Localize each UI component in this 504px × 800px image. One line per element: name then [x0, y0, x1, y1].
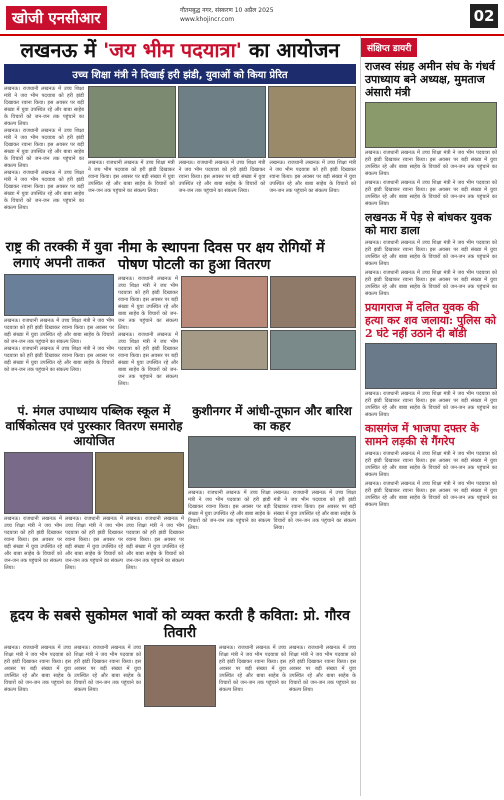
- story4-photo-1: [4, 452, 93, 514]
- story4: पं. मंगल उपाध्याय पब्लिक स्कूल में वार्षिकोत्सव एवं पुरस्कार वितरण समारोह आयोजित लखनऊ। राजधानी लखनऊ में उच्च शिक्षा मंत्री ने जय भीम पदयात्रा को हरी झंडी दिखाकर रवाना किया। इस अवसर पर बड़ी संख्या में युवा उपस्थित रहे और बाबा साहेब के विचारों को जन-जन तक पहुंचाने का संकल्प लिया। लखनऊ। राजधानी लखनऊ में उच्च शिक्षा मंत्री ने जय भीम पदयात्रा को हरी झंडी दिखाकर रवाना किया। इस अवसर पर बड़ी संख्या में युवा उपस्थित रहे और बाबा साहेब के विचारों को जन-जन तक पहुंचाने का संकल्प लिया। लखनऊ। राजधानी लखनऊ में उच्च शिक्षा मंत्री ने जय भीम पदयात्रा को हरी झंडी दिखाकर रवाना किया। इस अवसर पर बड़ी संख्या में युवा उपस्थित रहे और बाबा साहेब के विचारों को जन-जन तक पहुंचाने का संकल्प लिया।: [4, 404, 184, 571]
- sidebar-item2-headline: लखनऊ में पेड़ से बांधकर युवक को मारा डाला: [365, 211, 492, 237]
- story3-headline: नीमा के स्थापना दिवस पर क्षय रोगियों में पोषण पोटली का हुआ वितरण: [118, 240, 325, 273]
- photo-rally-2: [178, 86, 266, 158]
- story4-photo-2: [95, 452, 184, 514]
- sidebar-photo-1: [365, 102, 497, 148]
- page-number: 02: [470, 4, 498, 28]
- photo-rally-1: [88, 86, 176, 158]
- story6: हृदय के सबसे सुकोमल भावों को व्यक्त करती है कविता: प्रो. गौरव तिवारी लखनऊ। राजधानी लखनऊ में उच्च शिक्षा मंत्री ने जय भीम पदयात्रा को हरी झंडी दिखाकर रवाना किया। इस अवसर पर बड़ी संख्या में युवा उपस्थित रहे और बाबा साहेब के विचारों को जन-जन तक पहुंचाने का संकल्प लिया। लखनऊ। राजधानी लखनऊ में उच्च शिक्षा मंत्री ने जय भीम पदयात्रा को हरी झंडी दिखाकर रवाना किया। इस अवसर पर बड़ी संख्या में युवा उपस्थित रहे और बाबा साहेब के विचारों को जन-जन तक पहुंचाने का संकल्प लिया। लखनऊ। राजधानी लखनऊ में उच्च शिक्षा मंत्री ने जय भीम पदयात्रा को हरी झंडी दिखाकर रवाना किया। इस अवसर पर बड़ी संख्या में युवा उपस्थित रहे और बाबा साहेब के विचारों को जन-जन तक पहुंचाने का संकल्प लिया। लखनऊ। राजधानी लखनऊ में उच्च शिक्षा मंत्री ने जय भीम पदयात्रा को हरी झंडी दिखाकर रवाना किया। इस अवसर पर बड़ी संख्या में युवा उपस्थित रहे और बाबा साहेब के विचारों को जन-जन तक पहुंचाने का संकल्प लिया।: [4, 608, 356, 707]
- sidebar-item3-headline: प्रयागराज में दलित युवक की हत्या कर शव जलाया: पुलिस को 2 घंटे नहीं उठाने दी बॉडी: [365, 301, 496, 340]
- sidebar-item1-headline: राजस्व संग्रह अमीन संघ के गंधर्व उपाध्याय बने अध्यक्ष, मुमताज अंसारी मंत्री: [365, 60, 495, 99]
- story2-photo: [4, 274, 114, 316]
- second-row: [4, 240, 356, 400]
- story5-headline: कुशीनगर में आंधी-तूफान और बारिश का कहर: [192, 404, 352, 433]
- story3: नीमा के स्थापना दिवस पर क्षय रोगियों में पोषण पोटली का हुआ वितरण लखनऊ। राजधानी लखनऊ में उच्च शिक्षा मंत्री ने जय भीम पदयात्रा को हरी झंडी दिखाकर रवाना किया। इस अवसर पर बड़ी संख्या में युवा उपस्थित रहे और बाबा साहेब के विचारों को जन-जन तक पहुंचाने का संकल्प लिया। लखनऊ। राजधानी लखनऊ में उच्च शिक्षा मंत्री ने जय भीम पदयात्रा को हरी झंडी दिखाकर रवाना किया। इस अवसर पर बड़ी संख्या में युवा उपस्थित रहे और बाबा साहेब के विचारों को जन-जन तक पहुंचाने का संकल्प लिया।: [118, 240, 356, 400]
- story3-photo-4: [270, 330, 357, 370]
- sidebar-photo-2: [365, 343, 497, 389]
- story6-headline: हृदय के सबसे सुकोमल भावों को व्यक्त करती है कविता: प्रो. गौरव तिवारी: [10, 608, 350, 641]
- story2: राष्ट्र की तरक्की में युवा लगाएं अपनी ताकत लखनऊ। राजधानी लखनऊ में उच्च शिक्षा मंत्री ने जय भीम पदयात्रा को हरी झंडी दिखाकर रवाना किया। इस अवसर पर बड़ी संख्या में युवा उपस्थित रहे और बाबा साहेब के विचारों को जन-जन तक पहुंचाने का संकल्प लिया। लखनऊ। राजधानी लखनऊ में उच्च शिक्षा मंत्री ने जय भीम पदयात्रा को हरी झंडी दिखाकर रवाना किया। इस अवसर पर बड़ी संख्या में युवा उपस्थित रहे और बाबा साहेब के विचारों को जन-जन तक पहुंचाने का संकल्प लिया।: [4, 240, 114, 373]
- main-story-photos: लखनऊ। राजधानी लखनऊ में उच्च शिक्षा मंत्री ने जय भीम पदयात्रा को हरी झंडी दिखाकर रवाना किया। इस अवसर पर बड़ी संख्या में युवा उपस्थित रहे और बाबा साहेब के विचारों को जन-जन तक पहुंचाने का संकल्प लिया। लखनऊ। राजधानी लखनऊ में उच्च शिक्षा मंत्री ने जय भीम पदयात्रा को हरी झंडी दिखाकर रवाना किया। इस अवसर पर बड़ी संख्या में युवा उपस्थित रहे और बाबा साहेब के विचारों को जन-जन तक पहुंचाने का संकल्प लिया। लखनऊ। राजधानी लखनऊ में उच्च शिक्षा मंत्री ने जय भीम पदयात्रा को हरी झंडी दिखाकर रवाना किया। इस अवसर पर बड़ी संख्या में युवा उपस्थित रहे और बाबा साहेब के विचारों को जन-जन तक पहुंचाने का संकल्प लिया।: [88, 86, 356, 236]
- masthead: खोजी एनसीआर: [6, 6, 107, 30]
- sidebar: संक्षिप्त डायरी राजस्व संग्रह अमीन संघ के गंधर्व उपाध्याय बने अध्यक्ष, मुमताज अंसारी मंत्री लखनऊ। राजधानी लखनऊ में उच्च शिक्षा मंत्री ने जय भीम पदयात्रा को हरी झंडी दिखाकर रवाना किया। इस अवसर पर बड़ी संख्या में युवा उपस्थित रहे और बाबा साहेब के विचारों को जन-जन तक पहुंचाने का संकल्प लिया। लखनऊ। राजधानी लखनऊ में उच्च शिक्षा मंत्री ने जय भीम पदयात्रा को हरी झंडी दिखाकर रवाना किया। इस अवसर पर बड़ी संख्या में युवा उपस्थित रहे और बाबा साहेब के विचारों को जन-जन तक पहुंचाने का संकल्प लिया। लखनऊ में पेड़ से बांधकर युवक को मारा डाला लखनऊ। राजधानी लखनऊ में उच्च शिक्षा मंत्री ने जय भीम पदयात्रा को हरी झंडी दिखाकर रवाना किया। इस अवसर पर बड़ी संख्या में युवा उपस्थित रहे और बाबा साहेब के विचारों को जन-जन तक पहुंचाने का संकल्प लिया। लखनऊ। राजधानी लखनऊ में उच्च शिक्षा मंत्री ने जय भीम पदयात्रा को हरी झंडी दिखाकर रवाना किया। इस अवसर पर बड़ी संख्या में युवा उपस्थित रहे और बाबा साहेब के विचारों को जन-जन तक पहुंचाने का संकल्प लिया। प्रयागराज में दलित युवक की हत्या कर शव जलाया: पुलिस को 2 घंटे नहीं उठाने दी बॉडी लखनऊ। राजधानी लखनऊ में उच्च शिक्षा मंत्री ने जय भीम पदयात्रा को हरी झंडी दिखाकर रवाना किया। इस अवसर पर बड़ी संख्या में युवा उपस्थित रहे और बाबा साहेब के विचारों को जन-जन तक पहुंचाने का संकल्प लिया। कासगंज में भाजपा दफ्तर के सामने लड़की से गैंगरेप लखनऊ। राजधानी लखनऊ में उच्च शिक्षा मंत्री ने जय भीम पदयात्रा को हरी झंडी दिखाकर रवाना किया। इस अवसर पर बड़ी संख्या में युवा उपस्थित रहे और बाबा साहेब के विचारों को जन-जन तक पहुंचाने का संकल्प लिया। लखनऊ। राजधानी लखनऊ में उच्च शिक्षा मंत्री ने जय भीम पदयात्रा को हरी झंडी दिखाकर रवाना किया। इस अवसर पर बड़ी संख्या में युवा उपस्थित रहे और बाबा साहेब के विचारों को जन-जन तक पहुंचाने का संकल्प लिया।: [360, 36, 501, 796]
- sidebar-tag: संक्षिप्त डायरी: [361, 38, 417, 57]
- story6-photo: [144, 645, 216, 707]
- main-story-text-col1: लखनऊ। राजधानी लखनऊ में उच्च शिक्षा मंत्री ने जय भीम पदयात्रा को हरी झंडी दिखाकर रवाना किया। इस अवसर पर बड़ी संख्या में युवा उपस्थित रहे और बाबा साहेब के विचारों को जन-जन तक पहुंचाने का संकल्प लिया। लखनऊ। राजधानी लखनऊ में उच्च शिक्षा मंत्री ने जय भीम पदयात्रा को हरी झंडी दिखाकर रवाना किया। इस अवसर पर बड़ी संख्या में युवा उपस्थित रहे और बाबा साहेब के विचारों को जन-जन तक पहुंचाने का संकल्प लिया। लखनऊ। राजधानी लखनऊ में उच्च शिक्षा मंत्री ने जय भीम पदयात्रा को हरी झंडी दिखाकर रवाना किया। इस अवसर पर बड़ी संख्या में युवा उपस्थित रहे और बाबा साहेब के विचारों को जन-जन तक पहुंचाने का संकल्प लिया।: [4, 86, 84, 211]
- story3-photo-1: [181, 276, 268, 328]
- third-row: [4, 404, 356, 604]
- header-bar: [0, 0, 504, 36]
- story2-headline: राष्ट्र की तरक्की में युवा लगाएं अपनी ताकत: [5, 240, 113, 271]
- dateline: गौतमबुद्ध नगर, संस्करण 10 अप्रैल 2025 www.khojincr.com: [180, 7, 274, 23]
- main-headline: लखनऊ में 'जय भीम पदयात्रा' का आयोजन: [20, 38, 340, 62]
- photo-rally-3: [268, 86, 356, 158]
- story4-headline: पं. मंगल उपाध्याय पब्लिक स्कूल में वार्षिकोत्सव एवं पुरस्कार वितरण समारोह आयोजित: [5, 404, 183, 448]
- story3-photo-3: [181, 330, 268, 370]
- main-column: [4, 36, 356, 796]
- story5: कुशीनगर में आंधी-तूफान और बारिश का कहर लखनऊ। राजधानी लखनऊ में उच्च शिक्षा मंत्री ने जय भीम पदयात्रा को हरी झंडी दिखाकर रवाना किया। इस अवसर पर बड़ी संख्या में युवा उपस्थित रहे और बाबा साहेब के विचारों को जन-जन तक पहुंचाने का संकल्प लिया। लखनऊ। राजधानी लखनऊ में उच्च शिक्षा मंत्री ने जय भीम पदयात्रा को हरी झंडी दिखाकर रवाना किया। इस अवसर पर बड़ी संख्या में युवा उपस्थित रहे और बाबा साहेब के विचारों को जन-जन तक पहुंचाने का संकल्प लिया।: [188, 404, 356, 531]
- main-subhead: उच्च शिक्षा मंत्री ने दिखाई हरी झंडी, युवाओं को किया प्रेरित: [4, 64, 356, 84]
- sidebar-item4-headline: कासगंज में भाजपा दफ्तर के सामने लड़की से गैंगरेप: [365, 422, 479, 448]
- story5-photo: [188, 436, 356, 488]
- story3-photo-2: [270, 276, 357, 328]
- main-story-block: [4, 86, 356, 236]
